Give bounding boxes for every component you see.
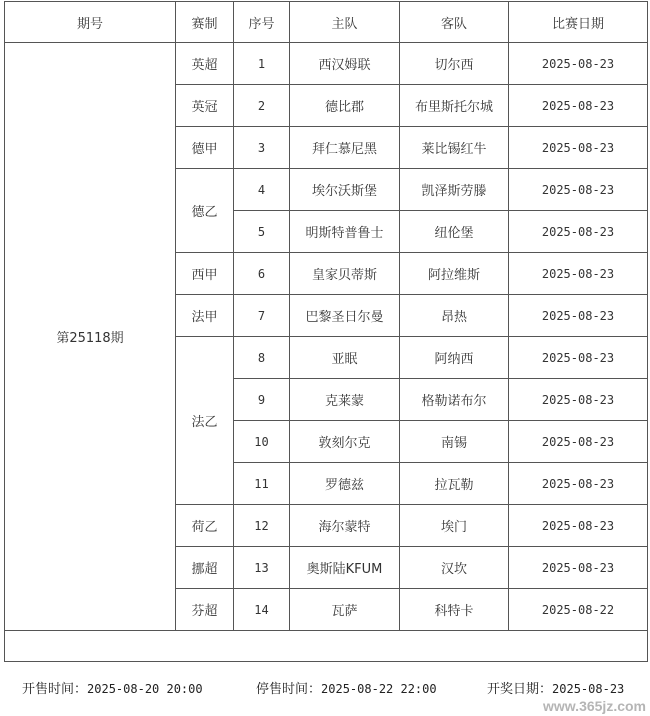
league-cell: 挪超: [176, 547, 234, 589]
sale-start-label: 开售时间：: [22, 682, 88, 697]
away-cell: 切尔西: [400, 43, 509, 85]
blank-row: [5, 631, 648, 662]
draw-date-label: 开奖日期：: [487, 682, 553, 697]
away-cell: 布里斯托尔城: [400, 85, 509, 127]
league-cell: 荷乙: [176, 505, 234, 547]
sale-info-footer: [0, 672, 650, 700]
away-cell: 格勒诺布尔: [400, 379, 509, 421]
date-cell: 2025-08-23: [509, 379, 648, 421]
away-cell: 莱比锡红牛: [400, 127, 509, 169]
date-cell: 2025-08-23: [509, 337, 648, 379]
date-cell: 2025-08-23: [509, 547, 648, 589]
date-cell: 2025-08-23: [509, 295, 648, 337]
away-cell: 南锡: [400, 421, 509, 463]
number-cell: 7: [234, 295, 290, 337]
number-cell: 3: [234, 127, 290, 169]
home-cell: 海尔蒙特: [290, 505, 400, 547]
draw-date-value: 2025-08-23: [552, 682, 625, 696]
number-cell: 2: [234, 85, 290, 127]
league-cell: 德甲: [176, 127, 234, 169]
sale-stop-label: 停售时间：: [256, 682, 322, 697]
number-cell: 12: [234, 505, 290, 547]
date-cell: 2025-08-23: [509, 505, 648, 547]
sale-stop-info: [256, 678, 437, 697]
date-cell: 2025-08-23: [509, 43, 648, 85]
period-cell: 第25118期: [5, 43, 176, 631]
away-cell: 科特卡: [400, 589, 509, 631]
header-row: [5, 2, 648, 43]
league-cell: 法甲: [176, 295, 234, 337]
sale-start-info: [22, 678, 203, 697]
home-cell: 克莱蒙: [290, 379, 400, 421]
number-cell: 6: [234, 253, 290, 295]
header-home: 主队: [290, 2, 400, 43]
header-period: 期号: [5, 2, 176, 43]
league-cell: 法乙: [176, 337, 234, 505]
sale-start-value: 2025-08-20 20:00: [87, 682, 203, 696]
league-cell: 英超: [176, 43, 234, 85]
number-cell: 11: [234, 463, 290, 505]
league-cell: 芬超: [176, 589, 234, 631]
date-cell: 2025-08-23: [509, 211, 648, 253]
home-cell: 巴黎圣日尔曼: [290, 295, 400, 337]
number-cell: 4: [234, 169, 290, 211]
sale-stop-value: 2025-08-22 22:00: [321, 682, 437, 696]
watermark: www.365jz.com: [543, 698, 646, 714]
home-cell: 奥斯陆KFUM: [290, 547, 400, 589]
header-date: 比赛日期: [509, 2, 648, 43]
date-cell: 2025-08-23: [509, 85, 648, 127]
away-cell: 凯泽斯劳滕: [400, 169, 509, 211]
number-cell: 1: [234, 43, 290, 85]
home-cell: 罗德兹: [290, 463, 400, 505]
number-cell: 5: [234, 211, 290, 253]
date-cell: 2025-08-23: [509, 463, 648, 505]
league-cell: 英冠: [176, 85, 234, 127]
away-cell: 纽伦堡: [400, 211, 509, 253]
home-cell: 明斯特普鲁士: [290, 211, 400, 253]
away-cell: 拉瓦勒: [400, 463, 509, 505]
home-cell: 德比郡: [290, 85, 400, 127]
date-cell: 2025-08-23: [509, 421, 648, 463]
date-cell: 2025-08-23: [509, 253, 648, 295]
away-cell: 阿拉维斯: [400, 253, 509, 295]
blank-cell: [5, 631, 648, 662]
home-cell: 瓦萨: [290, 589, 400, 631]
date-cell: 2025-08-22: [509, 589, 648, 631]
table-row: [5, 43, 648, 85]
league-cell: 西甲: [176, 253, 234, 295]
date-cell: 2025-08-23: [509, 169, 648, 211]
number-cell: 10: [234, 421, 290, 463]
home-cell: 西汉姆联: [290, 43, 400, 85]
number-cell: 9: [234, 379, 290, 421]
home-cell: 拜仁慕尼黑: [290, 127, 400, 169]
schedule-table: [4, 1, 648, 662]
number-cell: 8: [234, 337, 290, 379]
header-away: 客队: [400, 2, 509, 43]
header-number: 序号: [234, 2, 290, 43]
away-cell: 昂热: [400, 295, 509, 337]
league-cell: 德乙: [176, 169, 234, 253]
draw-date-info: [487, 678, 624, 697]
home-cell: 敦刻尔克: [290, 421, 400, 463]
home-cell: 亚眠: [290, 337, 400, 379]
header-league: 赛制: [176, 2, 234, 43]
away-cell: 汉坎: [400, 547, 509, 589]
number-cell: 14: [234, 589, 290, 631]
number-cell: 13: [234, 547, 290, 589]
date-cell: 2025-08-23: [509, 127, 648, 169]
home-cell: 埃尔沃斯堡: [290, 169, 400, 211]
away-cell: 阿纳西: [400, 337, 509, 379]
away-cell: 埃门: [400, 505, 509, 547]
home-cell: 皇家贝蒂斯: [290, 253, 400, 295]
